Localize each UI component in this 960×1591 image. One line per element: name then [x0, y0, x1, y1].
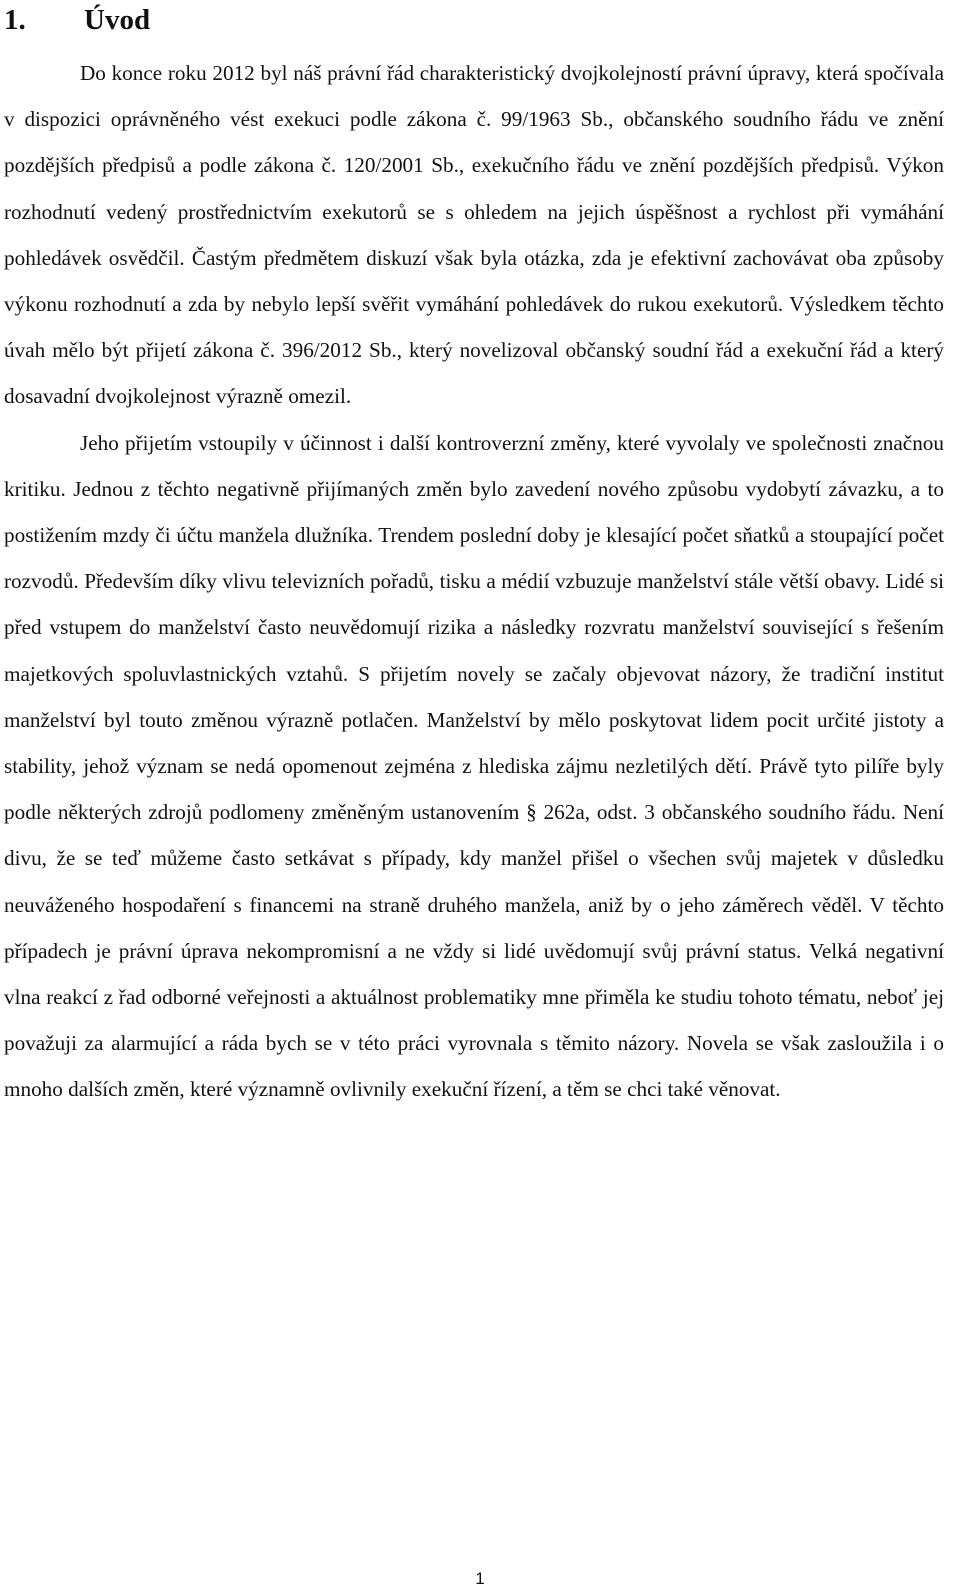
section-number: 1.: [4, 4, 26, 36]
section-heading: [4, 2, 150, 38]
paragraph-2: Jeho přijetím vstoupily v účinnost i další kontroverzní změny, které vyvolaly ve společnosti značnou kritiku. Jednou z těchto negativně přijímaných změn bylo zavedení nového způsobu vydobytí závazku, a to postižením mzdy či účtu manžela dlužníka. Trendem poslední doby je klesající počet sňatků a stoupající počet rozvodů. Především díky vlivu televizních pořadů, tisku a médií vzbuzuje manželství stále větší obavy. Lidé si před vstupem do manželství často neuvědomují rizika a následky rozvratu manželství související s řešením majetkových spoluvlastnických vztahů. S přijetím novely se začaly objevovat názory, že tradiční institut manželství byl touto změnou výrazně potlačen. Manželství by mělo poskytovat lidem pocit určité jistoty a stability, jehož význam se nedá opomenout zejména z hlediska zájmu nezletilých dětí. Právě tyto pilíře byly podle některých zdrojů podlomeny změněným ustanovením § 262a, odst. 3 občanského soudního řádu. Není divu, že se teď můžeme často setkávat s případy, kdy manžel přišel o všechen svůj majetek v důsledku neuváženého hospodaření s financemi na straně druhého manžela, aniž by o jeho záměrech věděl. V těchto případech je právní úprava nekompromisní a ne vždy si lidé uvědomují svůj právní status. Velká negativní vlna reakcí z řad odborné veřejnosti a aktuálnost problematiky mne přiměla ke studiu tohoto tématu, neboť jej považuji za alarmující a ráda bych se v této práci vyrovnala s těmito názory. Novela se však zasloužila i o mnoho dalších změn, které významně ovlivnily exekuční řízení, a těm se chci také věnovat.: [4, 430, 944, 1102]
page-number: 1: [475, 1569, 485, 1588]
section-title: Úvod: [84, 4, 151, 36]
body-text: [4, 50, 944, 1113]
paragraph-1: Do konce roku 2012 byl náš právní řád charakteristický dvojkolejností právní úpravy, která spočívala v dispozici oprávněného vést exekuci podle zákona č. 99/1963 Sb., občanského soudního řádu ve znění pozdějších předpisů a podle zákona č. 120/2001 Sb., exekučního řádu ve znění pozdějších předpisů. Výkon rozhodnutí vedený prostřednictvím exekutorů se s ohledem na jejich úspěšnost a rychlost při vymáhání pohledávek osvědčil. Častým předmětem diskuzí však byla otázka, zda je efektivní zachovávat oba způsoby výkonu rozhodnutí a zda by nebylo lepší svěřit vymáhání pohledávek do rukou exekutorů. Výsledkem těchto úvah mělo být přijetí zákona č. 396/2012 Sb., který novelizoval občanský soudní řád a exekuční řád a který dosavadní dvojkolejnost výrazně omezil.: [4, 61, 944, 409]
